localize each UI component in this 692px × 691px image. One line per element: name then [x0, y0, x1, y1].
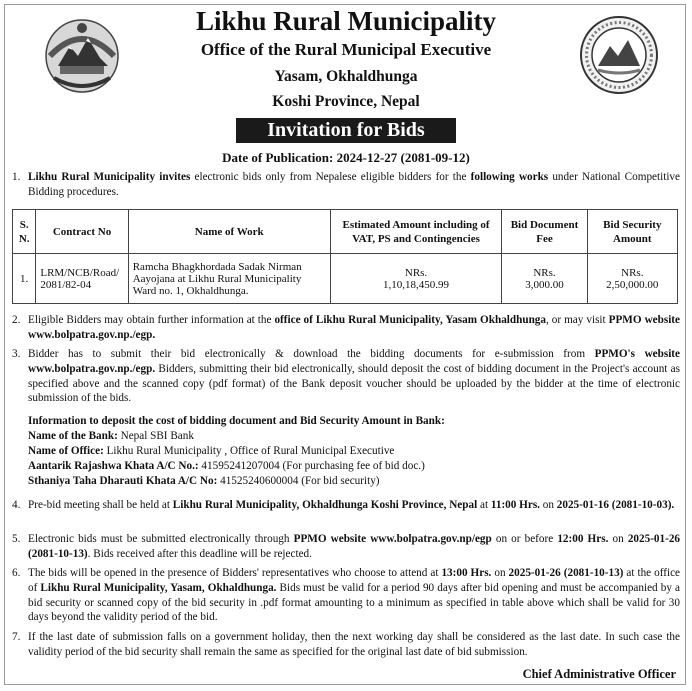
account-2-line: Sthaniya Taha Dharauti Khata A/C No: 41525240600004 (For bid security)	[28, 475, 380, 487]
cell-contract-no: LRM/NCB/Road/ 2081/82-04	[36, 254, 128, 304]
clause-1: 1. Likhu Rural Municipality invites electronic bids only from Nepalese eligible bidders for the following works under National Competitive Bidding procedures.	[12, 171, 680, 198]
signature-title: Chief Administrative Officer	[522, 667, 676, 681]
col-contract-no: Contract No	[36, 210, 128, 254]
clause-4: 4. Pre-bid meeting shall be held at Likhu Rural Municipality, Okhaldhunga Koshi Province, Nepal at 11:00 Hrs. on 2025-01-16 (2081-10-03).	[12, 499, 675, 511]
clause-2: 2. Eligible Bidders may obtain further information at the office of Likhu Rural Municipality, Yasam Okhaldhunga, or may visit PPMO website www.bolpatra.gov.np./egp.	[12, 314, 680, 341]
cell-doc-fee: NRs. 3,000.00	[502, 254, 587, 304]
cell-estimate: NRs. 1,10,18,450.99	[330, 254, 502, 304]
cell-bid-security: NRs. 2,50,000.00	[587, 254, 677, 304]
notice-title: Invitation for Bids	[236, 118, 456, 143]
col-bid-security: Bid Security Amount	[587, 210, 677, 254]
office-name: Office of the Rural Municipal Executive	[200, 40, 492, 59]
office-name-line: Name of Office: Likhu Rural Municipality , Office of Rural Municipal Executive	[28, 445, 395, 457]
col-estimate: Estimated Amount including of VAT, PS and Contingencies	[330, 210, 502, 254]
bank-name-line: Name of the Bank: Nepal SBI Bank	[28, 430, 194, 442]
table-header-row	[13, 210, 678, 254]
office-address: Yasam, Okhaldhunga	[274, 68, 418, 85]
bank-info-heading: Information to deposit the cost of bidding document and Bid Security Amount in Bank:	[28, 415, 445, 427]
province-name: Koshi Province, Nepal	[272, 93, 420, 110]
municipality-name: Likhu Rural Municipality	[195, 6, 497, 36]
clause-6: 6. The bids will be opened in the presence of Bidders' representatives who choose to attend at 13:00 Hrs. on 2025-01-26 (2081-10-13) at the office of Likhu Rural Municipality, Yasam, Okhaldhunga. Bids must be valid for a period 90 days after bid opening and must be accompanied by a bid security or scanned copy of the bid security in .pdf format amounting to a minimum as specified in table above which shall be valid for 30 days beyond the validity period of the bid.	[12, 567, 681, 624]
publication-date: Date of Publication: 2024-12-27 (2081-09-12)	[222, 150, 470, 165]
works-table	[12, 209, 678, 304]
clause-3: 3. Bidder has to submit their bid electronically & download the bidding documents for e-submission from PPMO's website www.bolpatra.gov.np./egp. Bidders, submitting their bid electronically, should deposit the cost of bidding document in the Project's account as specified above and the scanned copy (pdf format) of the Bank deposit voucher should be uploaded by the bidder at the time of electronic submission of the bids.	[12, 348, 680, 405]
clause-5: 5. Electronic bids must be submitted electronically through PPMO website www.bolpatra.gov.np/egp on or before 12:00 Hrs. on 2025-01-26 (2081-10-13). Bids received after this deadline will be rejected.	[12, 533, 681, 560]
account-1-line: Aantarik Rajashwa Khata A/C No.: 41595241207004 (For purchasing fee of bid doc.)	[28, 460, 425, 472]
col-doc-fee: Bid Document Fee	[502, 210, 587, 254]
table-row	[13, 254, 678, 304]
col-sn: S. N.	[13, 210, 36, 254]
cell-sn: 1.	[13, 254, 36, 304]
clause-7: 7. If the last date of submission falls on a government holiday, then the next working day shall be considered as the last date. In such case the validity period of the bid security shall remain the same as specified for the original last date of bid submission.	[12, 631, 680, 658]
cell-work-name: Ramcha Bhagkhordada Sadak Nirman Aayojana at Likhu Rural Municipality Ward no. 1, Okhaldhunga.	[128, 254, 330, 304]
col-work-name: Name of Work	[128, 210, 330, 254]
